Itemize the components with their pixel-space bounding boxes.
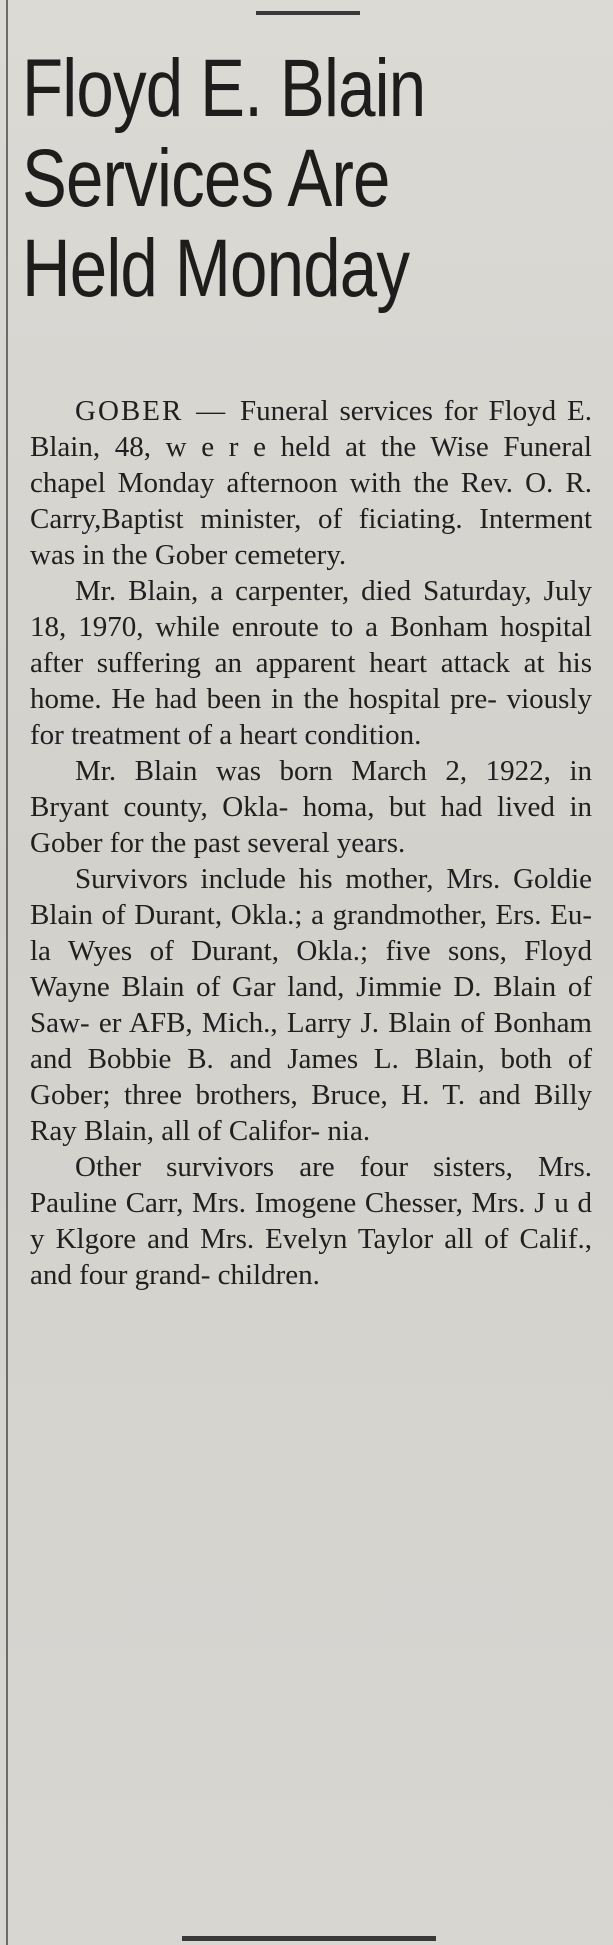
bottom-divider-rule	[182, 1936, 436, 1941]
headline-line-2: Services Are	[22, 133, 390, 224]
paragraph-other-survivors: Other survivors are four sisters, Mrs. Pauline Carr, Mrs. Imogene Chesser, Mrs. J u d y Klgore and Mrs. Evelyn Taylor all of Calif., and four grand- children.	[30, 1151, 592, 1291]
column-rule-left	[6, 0, 8, 1945]
article-body	[30, 393, 592, 1293]
paragraph-funeral-services	[30, 393, 592, 573]
headline-line-1: Floyd E. Blain	[22, 43, 426, 134]
top-divider-rule	[256, 11, 360, 15]
headline	[22, 43, 426, 314]
headline-line-3: Held Monday	[22, 223, 410, 314]
paragraph-birth-details: Mr. Blain was born March 2, 1922, in Bryant county, Okla- homa, but had lived in Gober for the past several years.	[30, 755, 592, 859]
paragraph-survivors: Survivors include his mother, Mrs. Goldie Blain of Durant, Okla.; a grandmother, Ers. Eu- la Wyes of Durant, Okla.; five sons, Floyd Wayne Blain of Gar land, Jimmie D. Blain of Saw- er AFB, Mich., Larry J. Blain of Bonham and Bobbie B. and James L. Blain, both of Gober; three brothers, Bruce, H. T. and Billy Ray Blain, all of Califor- nia.	[30, 863, 592, 1147]
paragraph-1-text: Funeral services for Floyd E. Blain, 48, w e r e held at the Wise Funeral chapel Monday afternoon with the Rev. O. R. Carry,Baptist minister, of ficiating. Interment was in the Gober cemetery.	[30, 395, 592, 571]
dateline: GOBER —	[75, 395, 241, 427]
paragraph-death-details: Mr. Blain, a carpenter, died Saturday, July 18, 1970, while enroute to a Bonham hospital after suffering an apparent heart attack at his home. He had been in the hospital pre- viously for treatment of a heart condition.	[30, 575, 592, 751]
